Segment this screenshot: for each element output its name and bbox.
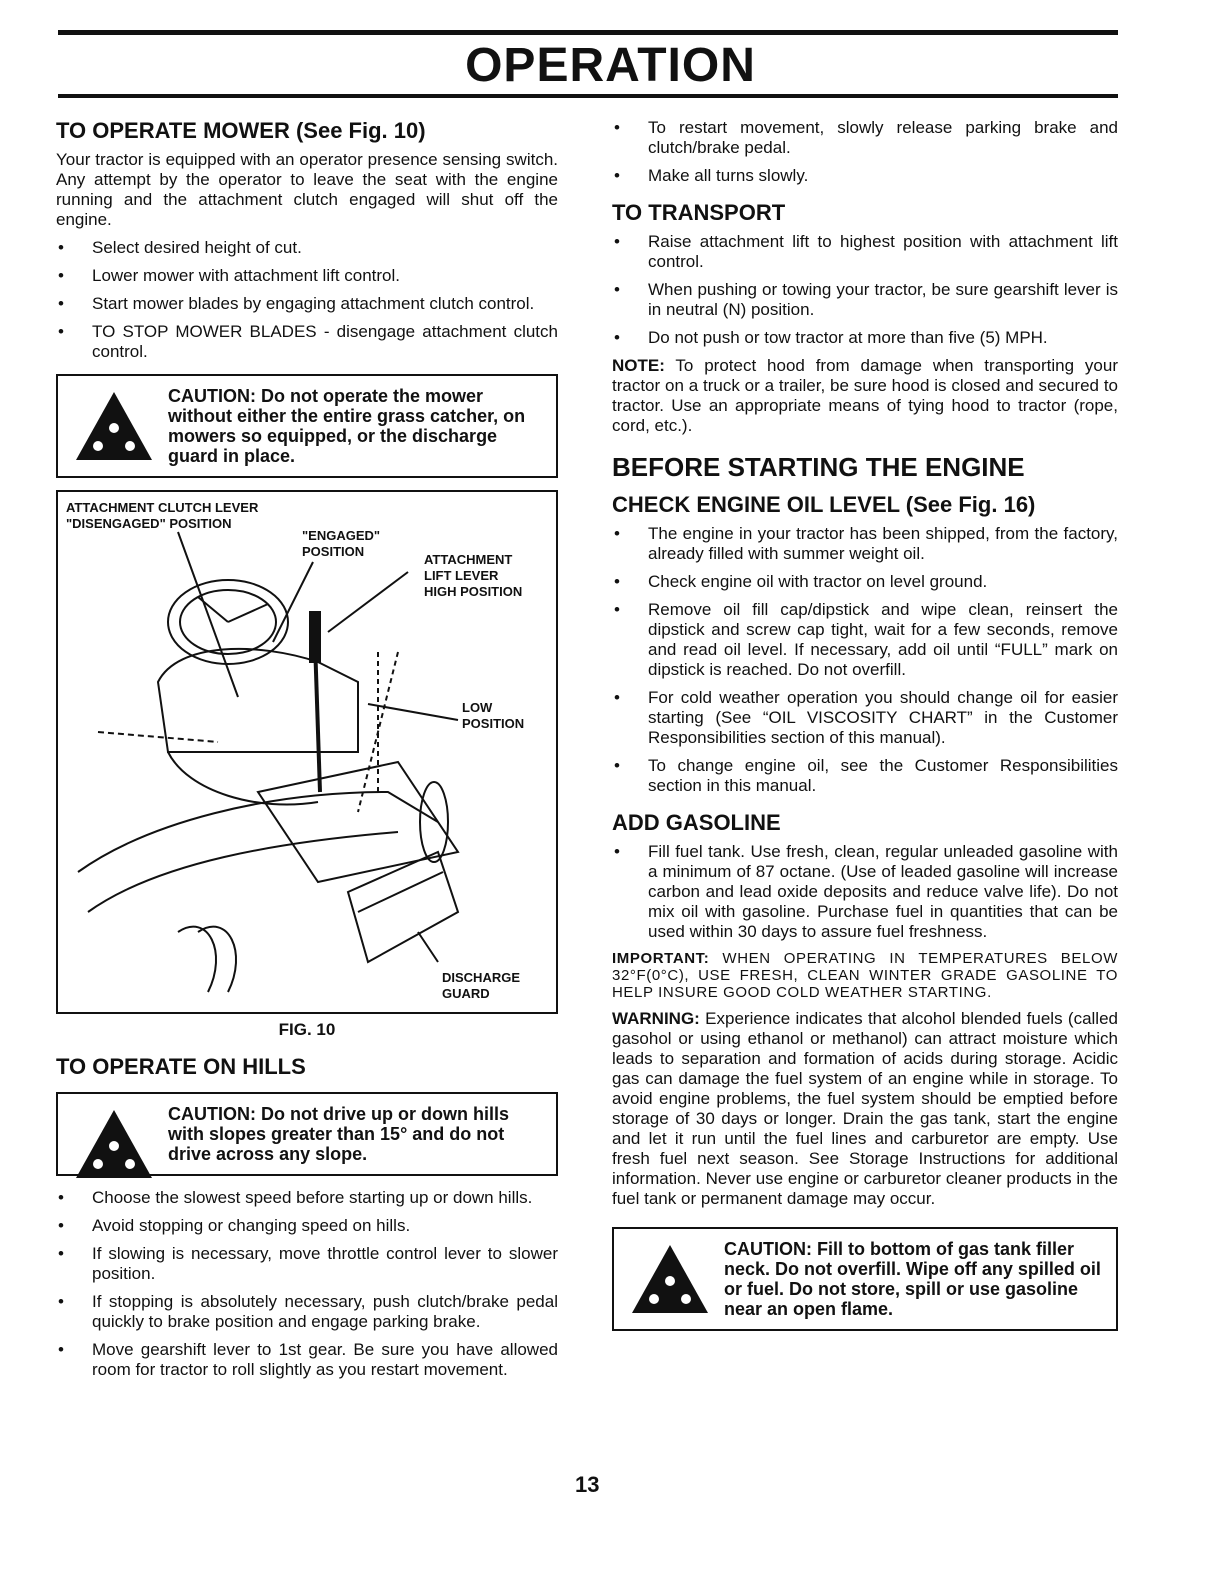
discharge-guard — [348, 852, 458, 962]
list-item: • Raise attachment lift to highest position with attachment lift control. — [614, 232, 1118, 271]
list-item: • If stopping is absolutely necessary, push clutch/brake pedal quickly to brake position and engage parking brake. — [58, 1292, 558, 1331]
caution-box-hills — [56, 1092, 558, 1176]
warning-icon — [630, 1243, 710, 1315]
label-lift-3: HIGH POSITION — [424, 584, 523, 599]
list-item: • Check engine oil with tractor on level ground. — [614, 572, 988, 591]
title-rule — [58, 94, 1118, 98]
list-item: • To change engine oil, see the Customer Responsibilities section in this manual. — [614, 756, 1118, 795]
mower-heading: TO OPERATE MOWER (See Fig. 10) — [56, 118, 426, 143]
warning-paragraph: WARNING: Experience indicates that alcohol blended fuels (called gasohol or using ethanol or methanol) can attract moisture which leads to separation and formation of acids during storage. Acidic gas can damage the fuel system of an engine while in storage. To avoid engine problems, the fuel system should be emptied before storage of 30 days or longer. Drain the gas tank, start the engine and let it run until the fuel lines and carburetor are empty. Use fresh fuel next season. See Storage Instructions for additional information. Never use engine or carburetor cleaner products in the fuel tank or permanent damage may occur. — [612, 1009, 1118, 1208]
list-item: • Fill fuel tank. Use fresh, clean, regular unleaded gasoline with a minimum of 87 octane. (Use of leaded gasoline will increase carbon and lead oxide deposits and reduce valve life). Do not mix oil with gasoline. Purchase fuel in quantities that can be used within 30 days to assure fuel freshness. — [614, 842, 1118, 941]
page-number: 13 — [575, 1472, 600, 1497]
list-item: • Make all turns slowly. — [614, 166, 809, 185]
mower-intro: Your tractor is equipped with an operator presence sensing switch. Any attempt by the operator to leave the seat with the engine running and the attachment clutch engaged will shut off the engine. — [56, 150, 558, 229]
caution-box-mower — [56, 374, 558, 478]
figure-caption: FIG. 10 — [278, 1020, 336, 1039]
list-item: • Select desired height of cut. — [58, 238, 302, 257]
figure-10 — [56, 490, 558, 1014]
warning-icon — [74, 1108, 154, 1180]
list-item: • To restart movement, slowly release parking brake and clutch/brake pedal. — [614, 118, 1118, 157]
gasoline-list — [612, 842, 1118, 942]
label-lift-1: ATTACHMENT — [424, 552, 513, 567]
warning-icon — [74, 390, 154, 462]
restart-list — [612, 118, 1118, 186]
list-item: • If slowing is necessary, move throttle control lever to slower position. — [58, 1244, 558, 1283]
label-guard-1: DISCHARGE — [442, 970, 521, 985]
transport-list — [612, 232, 1118, 348]
list-item: • When pushing or towing your tractor, be sure gearshift lever is in neutral (N) position. — [614, 280, 1118, 319]
caution-text: CAUTION: Do not operate the mower without either the entire grass catcher, on mowers so equipped, or the discharge guard in place. — [168, 386, 526, 466]
label-engaged-2: POSITION — [302, 544, 365, 559]
transport-heading: TO TRANSPORT — [612, 200, 786, 225]
label-engaged-1: "ENGAGED" — [302, 528, 381, 543]
hills-heading: TO OPERATE ON HILLS — [56, 1054, 306, 1079]
important-note: IMPORTANT: WHEN OPERATING IN TEMPERATURES BELOW 32°F(0°C), USE FRESH, CLEAN WINTER GRADE GASOLINE TO HELP INSURE GOOD COLD WEATHER STARTING. — [612, 950, 1118, 1001]
label-clutch-lever: ATTACHMENT CLUTCH LEVER — [66, 500, 259, 515]
list-item: • The engine in your tractor has been shipped, from the factory, already filled with summer weight oil. — [614, 524, 1118, 563]
label-guard-2: GUARD — [442, 986, 490, 1001]
hills-list — [56, 1188, 558, 1380]
oil-heading: CHECK ENGINE OIL LEVEL (See Fig. 16) — [612, 492, 1036, 517]
mower-list — [56, 238, 558, 362]
tractor-illustration — [58, 492, 556, 1008]
list-item: • For cold weather operation you should change oil for easier starting (See “OIL VISCOSITY CHART” in the Customer Responsibilities section of this manual). — [614, 688, 1118, 747]
gasoline-heading: ADD GASOLINE — [612, 810, 781, 835]
label-low-2: POSITION — [462, 716, 525, 731]
top-rule — [58, 30, 1118, 35]
caution-box-gasoline — [612, 1227, 1118, 1331]
caution-text: CAUTION: Do not drive up or down hills with slopes greater than 15° and do not drive across any slope. — [168, 1104, 509, 1164]
caution-text: CAUTION: Fill to bottom of gas tank filler neck. Do not overfill. Wipe off any spilled oil or fuel. Do not store, spill or use gasoline near an open flame. — [724, 1239, 1101, 1319]
list-item: • Avoid stopping or changing speed on hills. — [58, 1216, 411, 1235]
left-column — [56, 118, 558, 1388]
label-lift-2: LIFT LEVER — [424, 568, 499, 583]
list-item: • TO STOP MOWER BLADES - disengage attachment clutch control. — [58, 322, 558, 361]
transport-note: NOTE: To protect hood from damage when transporting your tractor on a truck or a trailer, be sure hood is closed and secured to tractor. Use an appropriate means of tying hood to tractor (rope, cord, etc.). — [612, 356, 1118, 435]
list-item: • Do not push or tow tractor at more than five (5) MPH. — [614, 328, 1048, 347]
list-item: • Remove oil fill cap/dipstick and wipe clean, reinsert the dipstick and screw cap tight, wait for a few seconds, remove and read oil level. If necessary, add oil until “FULL” mark on dipstick is reached. Do not overfill. — [614, 600, 1118, 679]
right-column — [612, 118, 1118, 1343]
label-low-1: LOW — [462, 700, 493, 715]
before-starting-heading: BEFORE STARTING THE ENGINE — [612, 452, 1025, 482]
label-disengaged: "DISENGAGED" POSITION — [66, 516, 232, 531]
list-item: • Lower mower with attachment lift control. — [58, 266, 401, 285]
list-item: • Start mower blades by engaging attachment clutch control. — [58, 294, 535, 313]
page-title: OPERATION — [465, 39, 756, 92]
oil-list — [612, 524, 1118, 796]
list-item: • Move gearshift lever to 1st gear. Be sure you have allowed room for tractor to roll slightly as you restart movement. — [58, 1340, 558, 1379]
list-item: • Choose the slowest speed before starting up or down hills. — [58, 1188, 533, 1207]
